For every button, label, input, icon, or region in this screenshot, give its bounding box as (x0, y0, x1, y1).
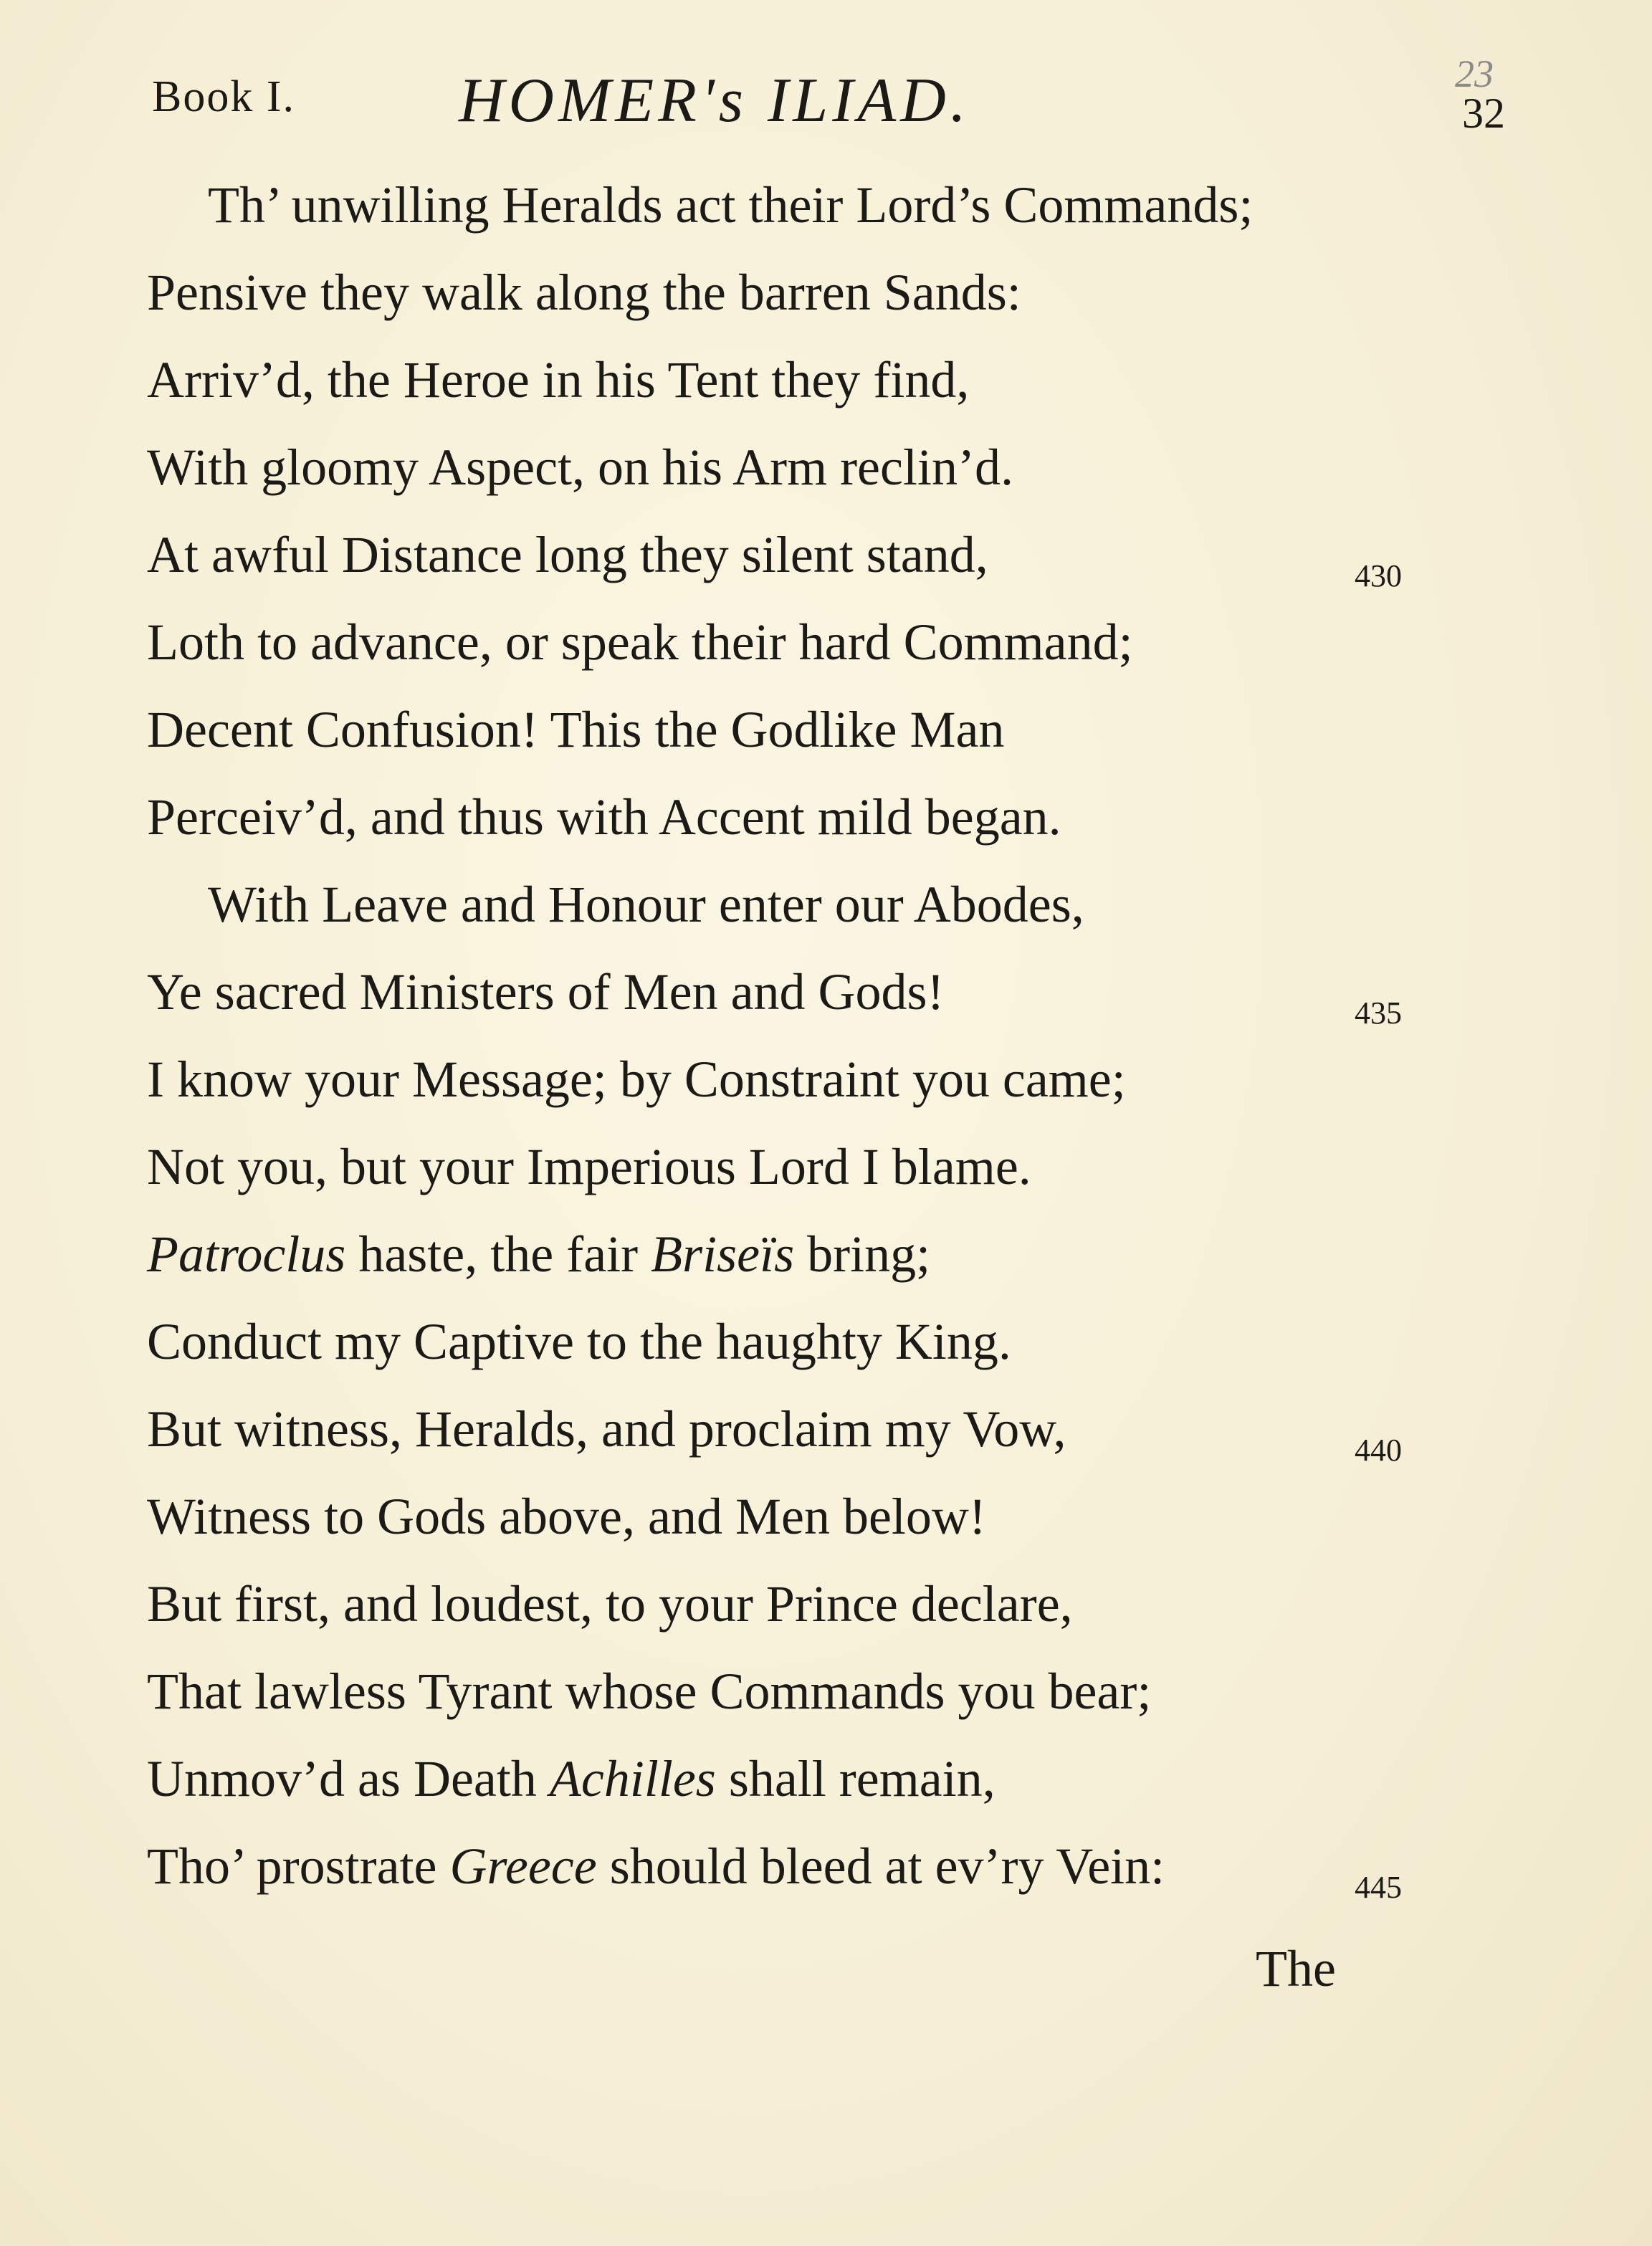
verse-line-4: With gloomy Aspect, on his Arm reclin’d. (147, 439, 1013, 496)
line-number-440: 440 (1355, 1433, 1402, 1468)
verse-line-18: That lawless Tyrant whose Commands you bear; (147, 1663, 1152, 1720)
line-number-435: 435 (1355, 995, 1402, 1031)
verse-line-7: Decent Confusion! This the Godlike Man (147, 701, 1005, 758)
line-number-430: 430 (1355, 558, 1402, 593)
verse-line-1: Th’ unwilling Heralds act their Lord’s Commands; (208, 176, 1254, 234)
verse-line-12: Not you, but your Imperious Lord I blame. (147, 1138, 1031, 1195)
verse-line-11: I know your Message; by Constraint you came; (147, 1051, 1126, 1108)
line-number-445: 445 (1355, 1870, 1402, 1905)
verse-line-2: Pensive they walk along the barren Sands: (147, 264, 1021, 321)
verse-line-20: Tho’ prostrate Greece should bleed at ev’ry Vein: (147, 1838, 1165, 1895)
verse-line-9: With Leave and Honour enter our Abodes, (208, 876, 1084, 933)
book-label: Book I. (152, 72, 295, 121)
verse-line-5: At awful Distance long they silent stand, (147, 526, 988, 583)
verse-line-8: Perceiv’d, and thus with Accent mild began. (147, 788, 1061, 846)
running-header (0, 52, 1652, 150)
verse-line-19: Unmov’d as Death Achilles shall remain, (147, 1750, 996, 1807)
page-number: 32 (1462, 90, 1505, 137)
verse-line-16: Witness to Gods above, and Men below! (147, 1488, 986, 1545)
verse-line-13: Patroclus haste, the fair Briseïs bring; (147, 1225, 931, 1283)
verse-line-15: But witness, Heralds, and proclaim my Vow, (147, 1400, 1066, 1458)
verse-line-3: Arriv’d, the Heroe in his Tent they find, (147, 351, 970, 408)
verse-line-17: But first, and loudest, to your Prince declare, (147, 1575, 1073, 1633)
verse-line-14: Conduct my Captive to the haughty King. (147, 1313, 1011, 1370)
catchword: The (1256, 1940, 1336, 1997)
running-title: HOMER's ILIAD. (459, 66, 970, 135)
pencil-annotation: 23 (1455, 52, 1494, 95)
verse-line-10: Ye sacred Ministers of Men and Gods! (147, 963, 945, 1021)
verse-line-6: Loth to advance, or speak their hard Command; (147, 613, 1133, 671)
